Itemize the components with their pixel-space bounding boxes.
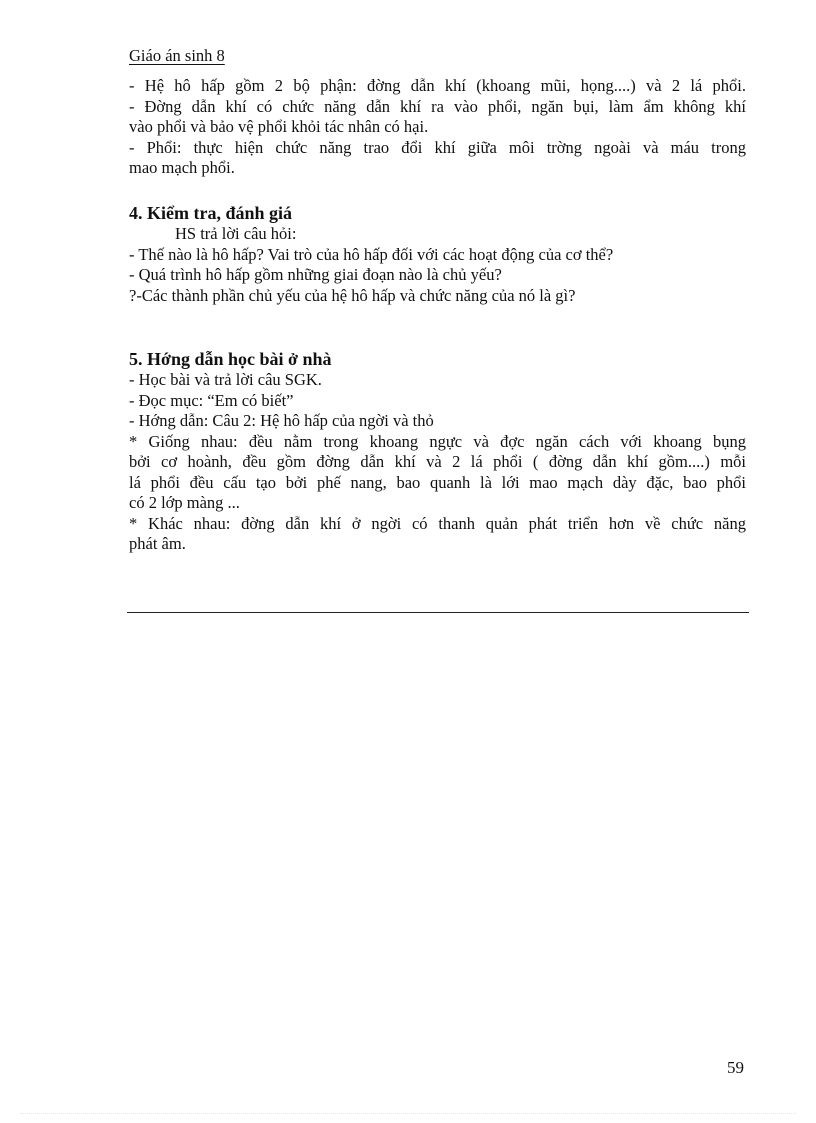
text-line: phát âm. <box>129 534 186 553</box>
text-line: bởi cơ hoành, đều gồm đờng dẫn khí và 2 lá phổi ( đờng dẫn khí gồm....) mỗi <box>129 452 746 471</box>
text-line: * Khác nhau: đờng dẫn khí ở ngời có thanh quản phát triển hơn về chức năng <box>129 513 746 533</box>
text-line: vào phổi và bảo vệ phổi khỏi tác nhân có hại. <box>129 117 429 136</box>
question-item: - Quá trình hô hấp gồm những giai đoạn nào là chủ yếu? <box>129 265 502 284</box>
page-bottom-edge <box>20 1113 796 1114</box>
section-assessment <box>129 202 746 306</box>
section-divider <box>127 612 749 613</box>
text-line: - Đờng dẫn khí có chức năng dẫn khí ra vào phổi, ngăn bụi, làm ẩm không khí <box>129 96 746 116</box>
text-line: có 2 lớp màng ... <box>129 493 240 512</box>
text-line: mao mạch phổi. <box>129 158 235 177</box>
section-homework <box>129 348 746 555</box>
text-line: - Hớng dẫn: Câu 2: Hệ hô hấp của ngời và thỏ <box>129 411 434 430</box>
text-line: lá phổi đều cấu tạo bởi phế nang, bao quanh là lới mao mạch dày đặc, bao phổi <box>129 472 746 492</box>
text-line: - Phổi: thực hiện chức năng trao đổi khí giữa môi trờng ngoài và máu trong <box>129 137 746 157</box>
question-item: - Thế nào là hô hấp? Vai trò của hô hấp đối với các hoạt động của cơ thể? <box>129 244 614 264</box>
text-line: - Đọc mục: “Em có biết” <box>129 390 294 410</box>
text-line: * Giống nhau: đều nằm trong khoang ngực và đợc ngăn cách với khoang bụng <box>129 431 746 451</box>
section-intro-text: HS trả lời câu hỏi: <box>175 224 297 243</box>
text-line: - Học bài và trả lời câu SGK. <box>129 370 322 389</box>
question-item: ?-Các thành phần chủ yếu của hệ hô hấp và chức năng của nó là gì? <box>129 285 576 305</box>
intro-summary <box>129 76 746 179</box>
header-title: Giáo án sinh 8 <box>129 46 225 65</box>
section-heading: 4. Kiểm tra, đánh giá <box>129 203 293 223</box>
page-header <box>129 46 225 66</box>
text-line: - Hệ hô hấp gồm 2 bộ phận: đờng dẫn khí (khoang mũi, họng....) và 2 lá phổi. <box>129 76 746 95</box>
section-heading: 5. Hớng dẫn học bài ở nhà <box>129 349 332 369</box>
page-number: 59 <box>727 1058 744 1077</box>
